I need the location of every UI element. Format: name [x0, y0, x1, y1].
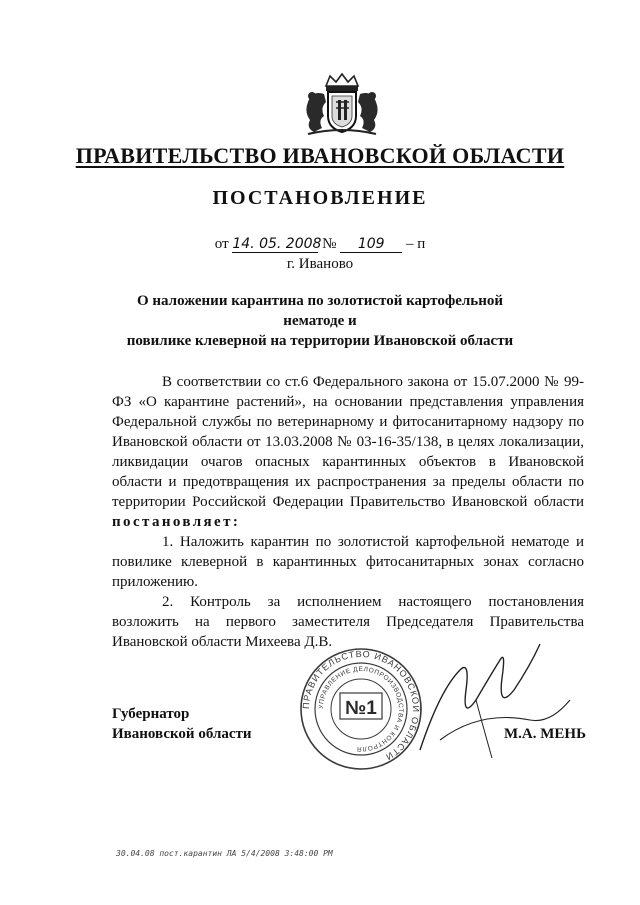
official-stamp — [296, 645, 426, 773]
stamp-number: №1 — [345, 698, 377, 719]
document-subject — [110, 291, 530, 351]
stamp-outer-text: ПРАВИТЕЛЬСТВО ИВАНОВСКОЙ ОБЛАСТИ — [300, 648, 422, 763]
subject-line-1: О наложении карантина по золотистой картофельной нематоде и — [136, 293, 504, 329]
document-body — [112, 372, 584, 652]
signer-position-line-1: Губернатор — [112, 706, 190, 722]
coat-of-arms-emblem — [296, 72, 388, 138]
file-footer: 30.04.08 пост.карантин ЛА 5/4/2008 3:48:00 PM — [116, 849, 333, 858]
document-date-number-line — [0, 236, 640, 253]
document-city: г. Иваново — [286, 256, 354, 272]
government-title: ПРАВИТЕЛЬСТВО ИВАНОВСКОЙ ОБЛАСТИ — [75, 143, 565, 168]
subject-line-2: повилике клеверной на территории Ивановской области — [126, 333, 514, 349]
document-number: 109 — [340, 237, 402, 253]
decree-item-2: 2. Контроль за исполнением настоящего постановления возложить на первого заместителя Председателя Правительства Ивановской области Михеева Д.В. — [112, 594, 584, 650]
date-prefix: от — [214, 236, 229, 252]
number-sign: № — [322, 236, 337, 252]
stamp-inner-text: УПРАВЛЕНИЕ ДЕЛОПРОИЗВОДСТВА И КОНТРОЛЯ — [317, 665, 405, 753]
preamble-paragraph — [112, 372, 584, 532]
document-type-title: ПОСТАНОВЛЕНИЕ — [212, 187, 428, 209]
signer-position — [112, 704, 252, 744]
number-suffix: – п — [405, 236, 426, 252]
signer-name: М.А. МЕНЬ — [504, 726, 586, 742]
decree-item-1: 1. Наложить карантин по золотистой картофельной нематоде и повилике клеверной в карантинных фитосанитарных зонах согласно приложению. — [112, 534, 584, 590]
document-date: 14. 05. 2008 — [232, 236, 322, 252]
decree-word: постановляет: — [112, 514, 241, 530]
signer-position-line-2: Ивановской области — [112, 726, 252, 742]
preamble-text: В соответствии со ст.6 Федерального закона от 15.07.2000 № 99-ФЗ «О карантине растений», на основании представления управления Федеральной службы по ветеринарному и фитосанитарному надзору по Ивановской области от 13.03.2008 № 03-16-35/138, в целях локализации, ликвидации очагов опасных карантинных объектов в Ивановской области и предотвращения их распространения за пределы области по территории Российской Федерации Правительство Ивановской области — [112, 374, 584, 510]
